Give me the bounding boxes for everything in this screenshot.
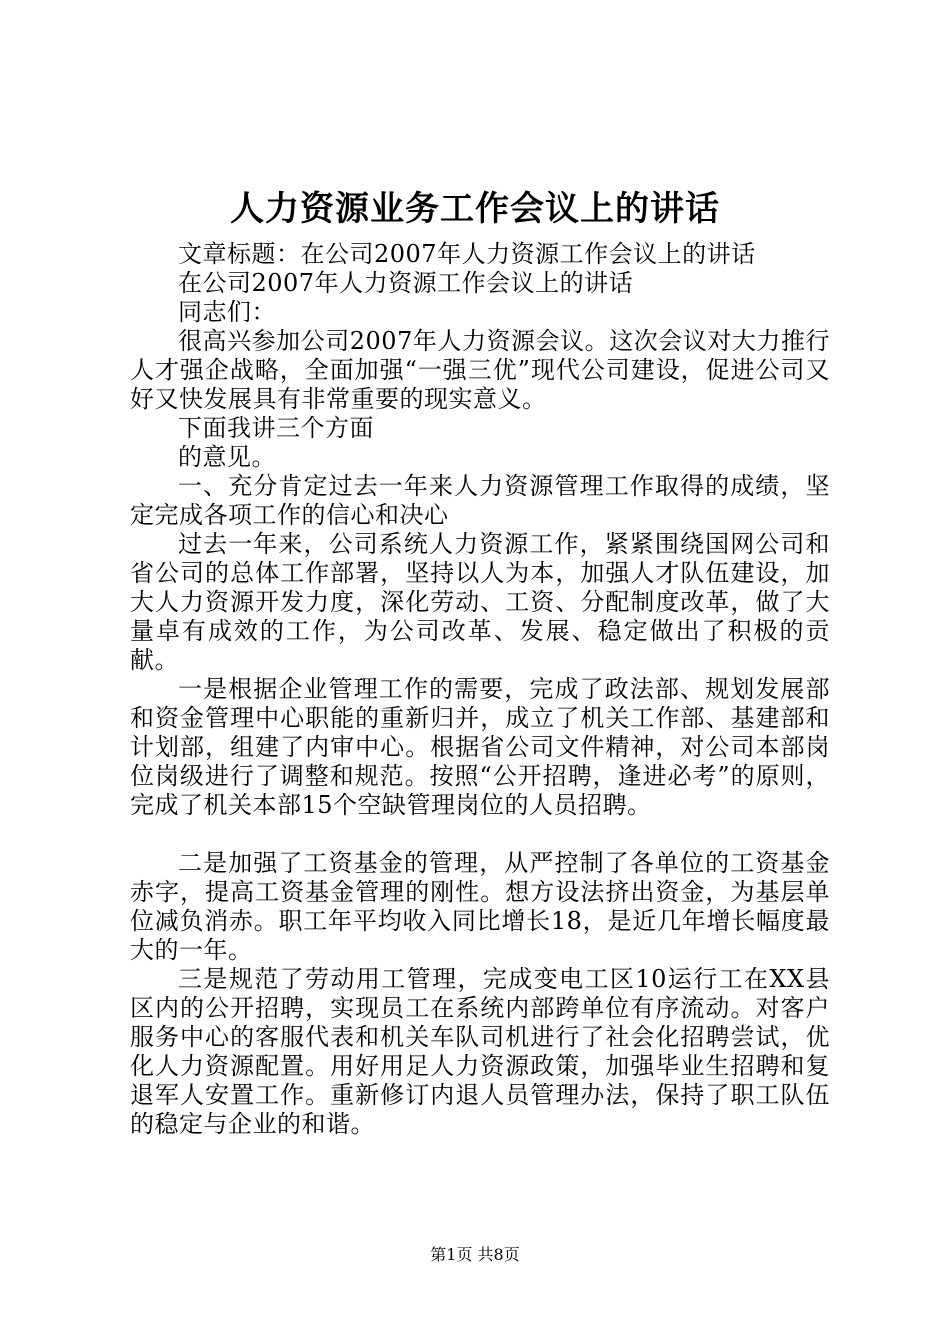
paragraph-speech-title: 在公司2007年人力资源工作会议上的讲话 [178, 269, 634, 297]
paragraph-article-title: 文章标题：在公司2007年人力资源工作会议上的讲话 [178, 240, 756, 268]
document-body [130, 240, 830, 1139]
document-title: 人力资源业务工作会议上的讲话 [230, 189, 720, 229]
paragraph-three-aspects: 下面我讲三个方面 [178, 414, 374, 442]
paragraph-point-one: 一是根据企业管理工作的需要，完成了政法部、规划发展部和资金管理中心职能的重新归并，成立了机关工作部、基建部和计划部，组建了内审中心。根据省公司文件精神，对公司本部岗位岗级进行了调整和规范。按照“公开招聘，逢进必考”的原则，完成了机关本部15个空缺管理岗位的人员招聘。 [130, 675, 830, 819]
paragraph-point-three: 三是规范了劳动用工管理，完成变电工区10运行工在XX县区内的公开招聘，实现员工在系统内部跨单位有序流动。对客户服务中心的客服代表和机关车队司机进行了社会化招聘尝试，优化人力资源配置。用好用足人力资源政策，加强毕业生招聘和复退军人安置工作。重新修订内退人员管理办法，保持了职工队伍的稳定与企业的和谐。 [130, 965, 830, 1138]
paragraph-past-year: 过去一年来，公司系统人力资源工作，紧紧围绕国网公司和省公司的总体工作部署，坚持以人为本，加强人才队伍建设，加大人力资源开发力度，深化劳动、工资、分配制度改革，做了大量卓有成效的工作，为公司改革、发展、稳定做出了积极的贡献。 [130, 530, 830, 674]
section-heading-one: 一、充分肯定过去一年来人力资源管理工作取得的成绩，坚定完成各项工作的信心和决心 [130, 472, 830, 529]
paragraph-opinions: 的意见。 [178, 443, 276, 471]
paragraph-point-two: 二是加强了工资基金的管理，从严控制了各单位的工资基金赤字，提高工资基金管理的刚性。想方设法挤出资金，为基层单位减负消赤。职工年平均收入同比增长18，是近几年增长幅度最大的一年。 [130, 849, 830, 964]
page-footer: 第1页 共8页 [430, 1245, 520, 1264]
paragraph-opening: 很高兴参加公司2007年人力资源会议。这次会议对大力推行人才强企战略，全面加强“一强三优”现代公司建设，促进公司又好又快发展具有非常重要的现实意义。 [130, 327, 830, 413]
paragraph-salutation: 同志们： [178, 298, 276, 326]
